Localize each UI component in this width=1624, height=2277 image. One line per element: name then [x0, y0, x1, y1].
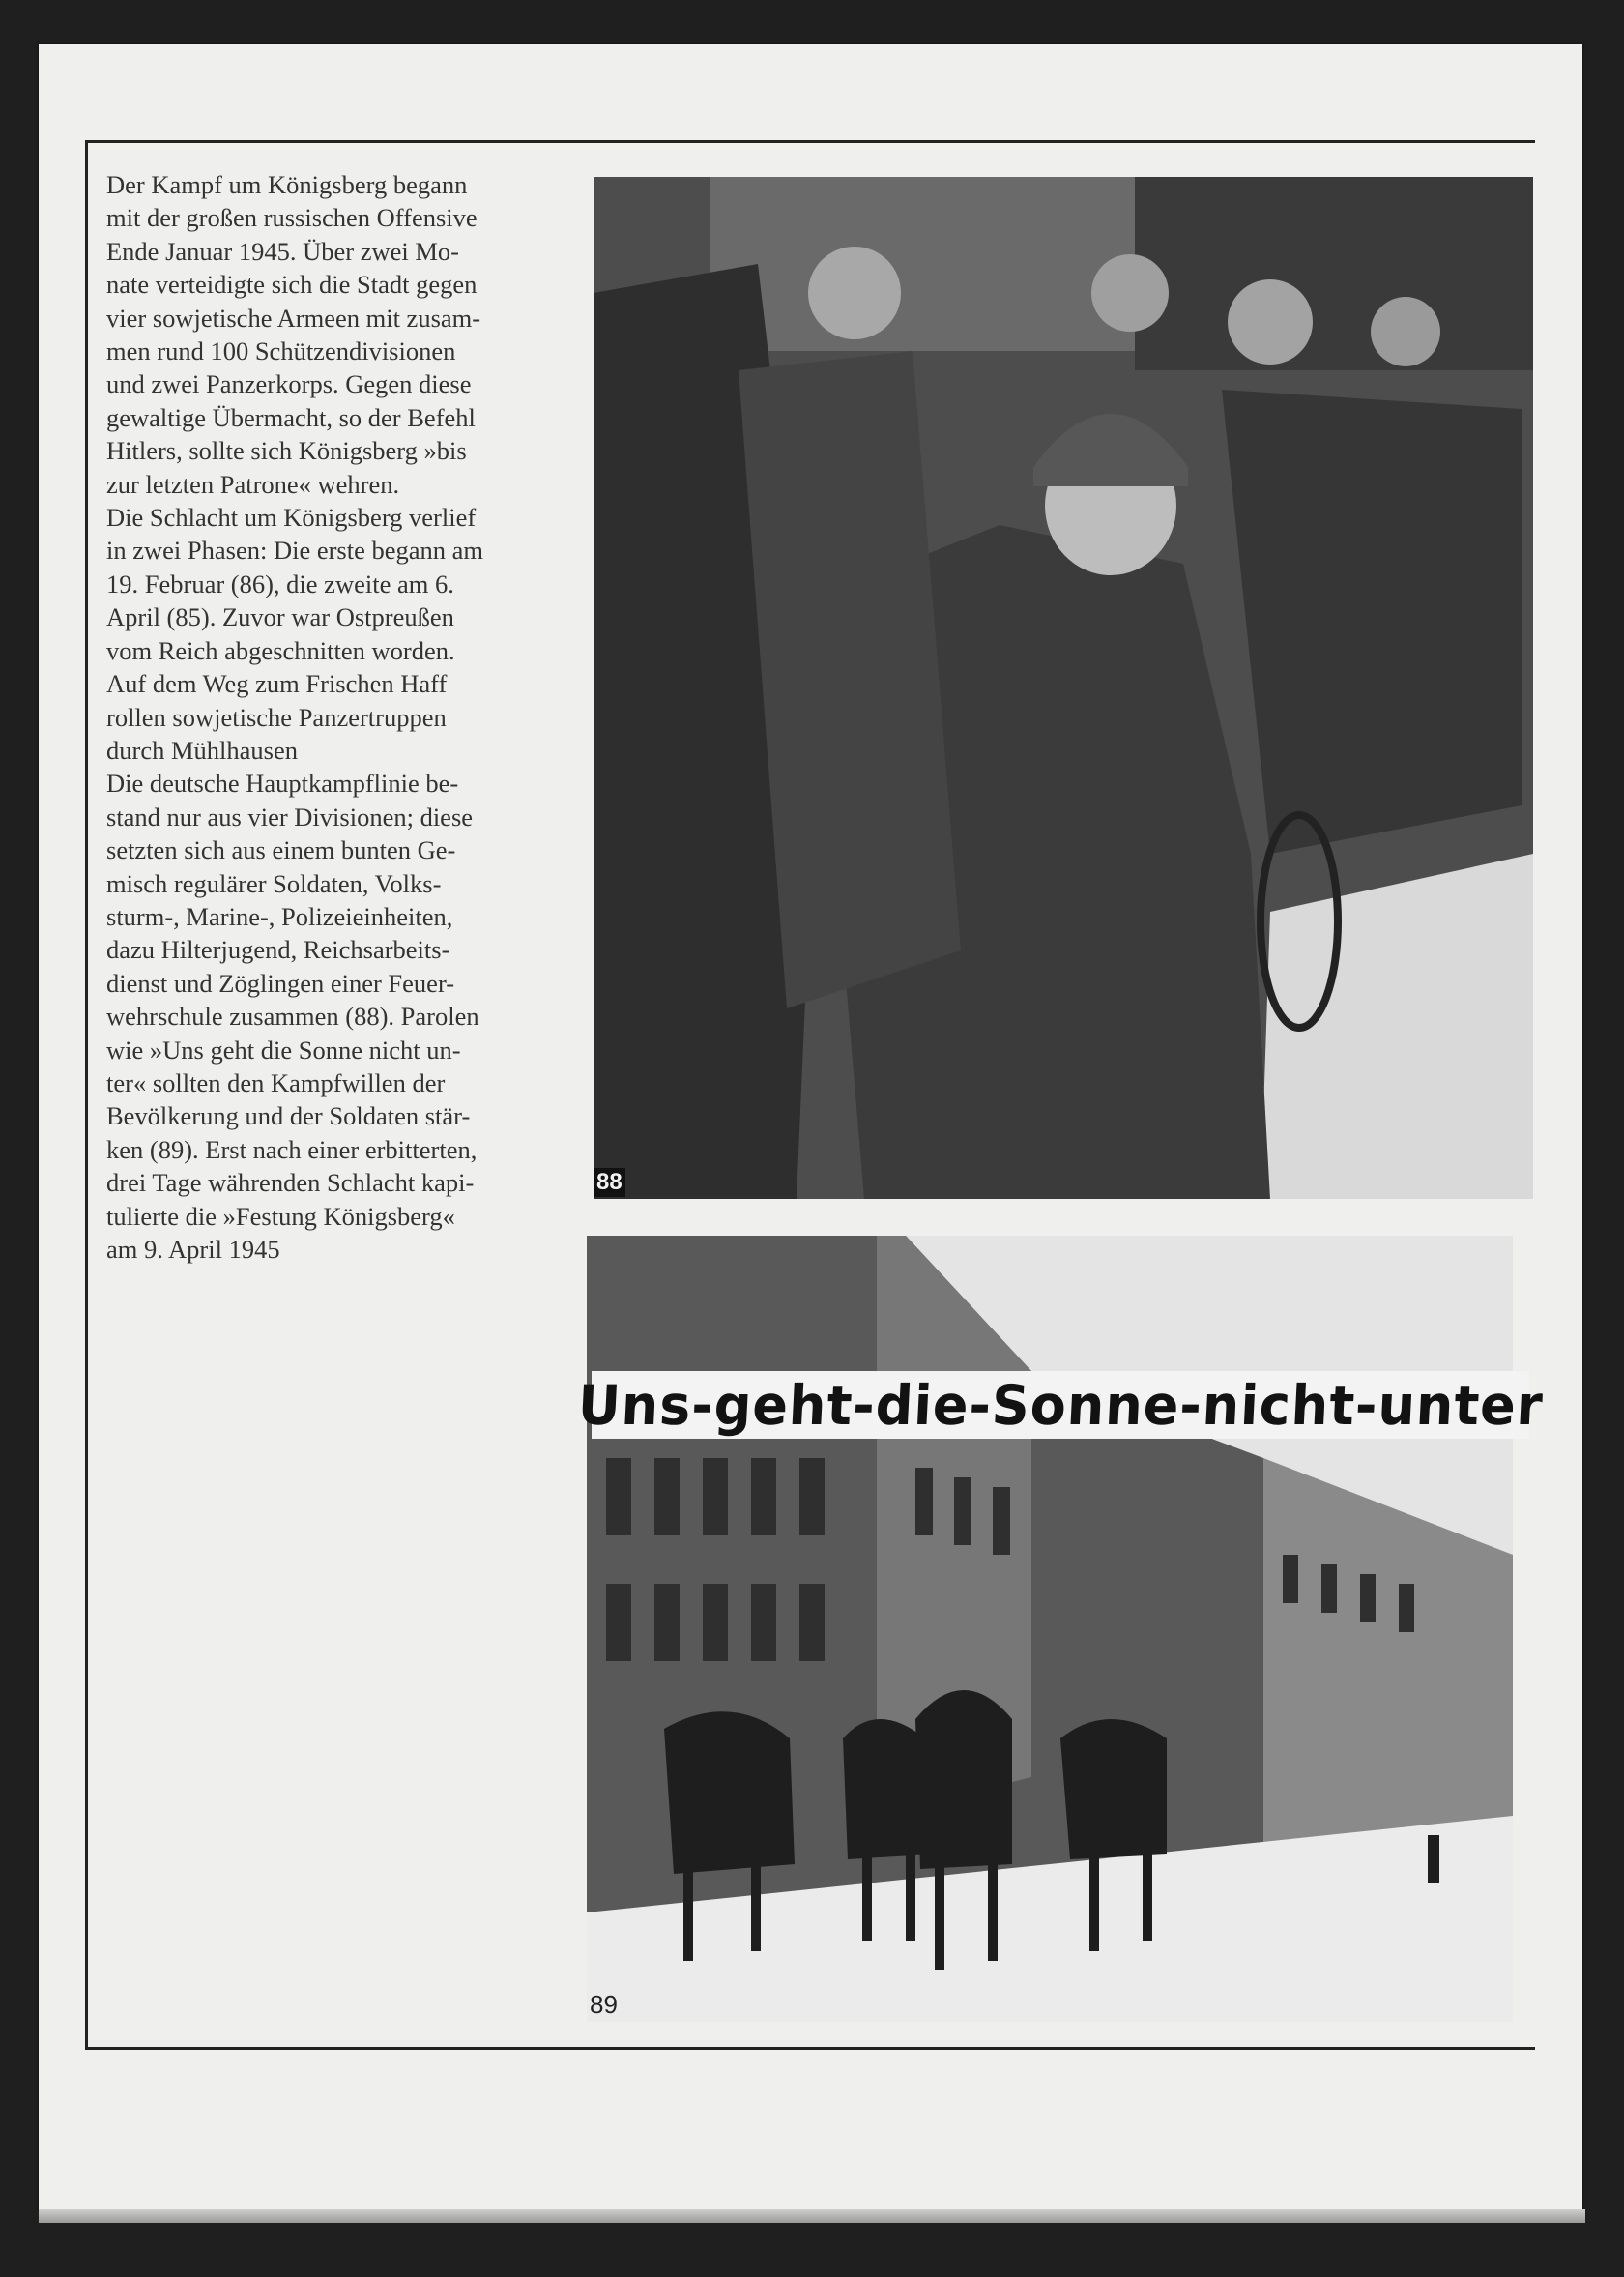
slogan-text: Uns-geht-die-Sonne-nicht-unter [576, 1372, 1545, 1438]
photo-number-88: 88 [594, 1168, 625, 1197]
photo-number-89: 89 [590, 1990, 618, 2019]
page-edge [39, 2209, 1585, 2223]
article-text [106, 168, 566, 1266]
photo-street [587, 1236, 1513, 2022]
paragraph-defense: Die deutsche Hauptkampflinie be- stand nur aus vier Divisionen; diese setzten sich aus einem bunten Ge- misch regulärer Soldaten, Volks- sturm-, Marine-, Polizeieinheiten, dazu Hilterjugend, Reichsarbeits- dienst und Zöglingen einer Feuer- wehrschule zusammen (88). Parolen wie »Uns geht die Sonne nicht un- ter« sollten den Kampfwillen der Bevölkerung und der Soldaten stär- ken (89). Erst nach einer erbitterten, drei Tage währenden Schlacht kapi- tulierte die »Festung Königsberg« am 9. April 1945 [106, 769, 479, 1264]
photo-soldiers [594, 177, 1533, 1199]
slogan-banner [576, 1371, 1545, 1439]
paragraph-intro: Der Kampf um Königsberg begann mit der großen russischen Offensive Ende Januar 1945. Über zwei Mo- nate verteidigte sich die Stadt gegen vier sowjetische Armeen mit zusam- men rund 100 Schützendivisionen und zwei Panzerkorps. Gegen diese gewaltige Übermacht, so der Befehl Hitlers, sollte sich Königsberg »bis zur letzten Patrone« wehren. [106, 170, 481, 499]
paragraph-phases: Die Schlacht um Königsberg verlief in zwei Phasen: Die erste begann am 19. Februar (86), die zweite am 6. April (85). Zuvor war Ostpreußen vom Reich abgeschnitten worden. Auf dem Weg zum Frischen Haff rollen sowjetische Panzertruppen durch Mühlhausen [106, 503, 484, 765]
